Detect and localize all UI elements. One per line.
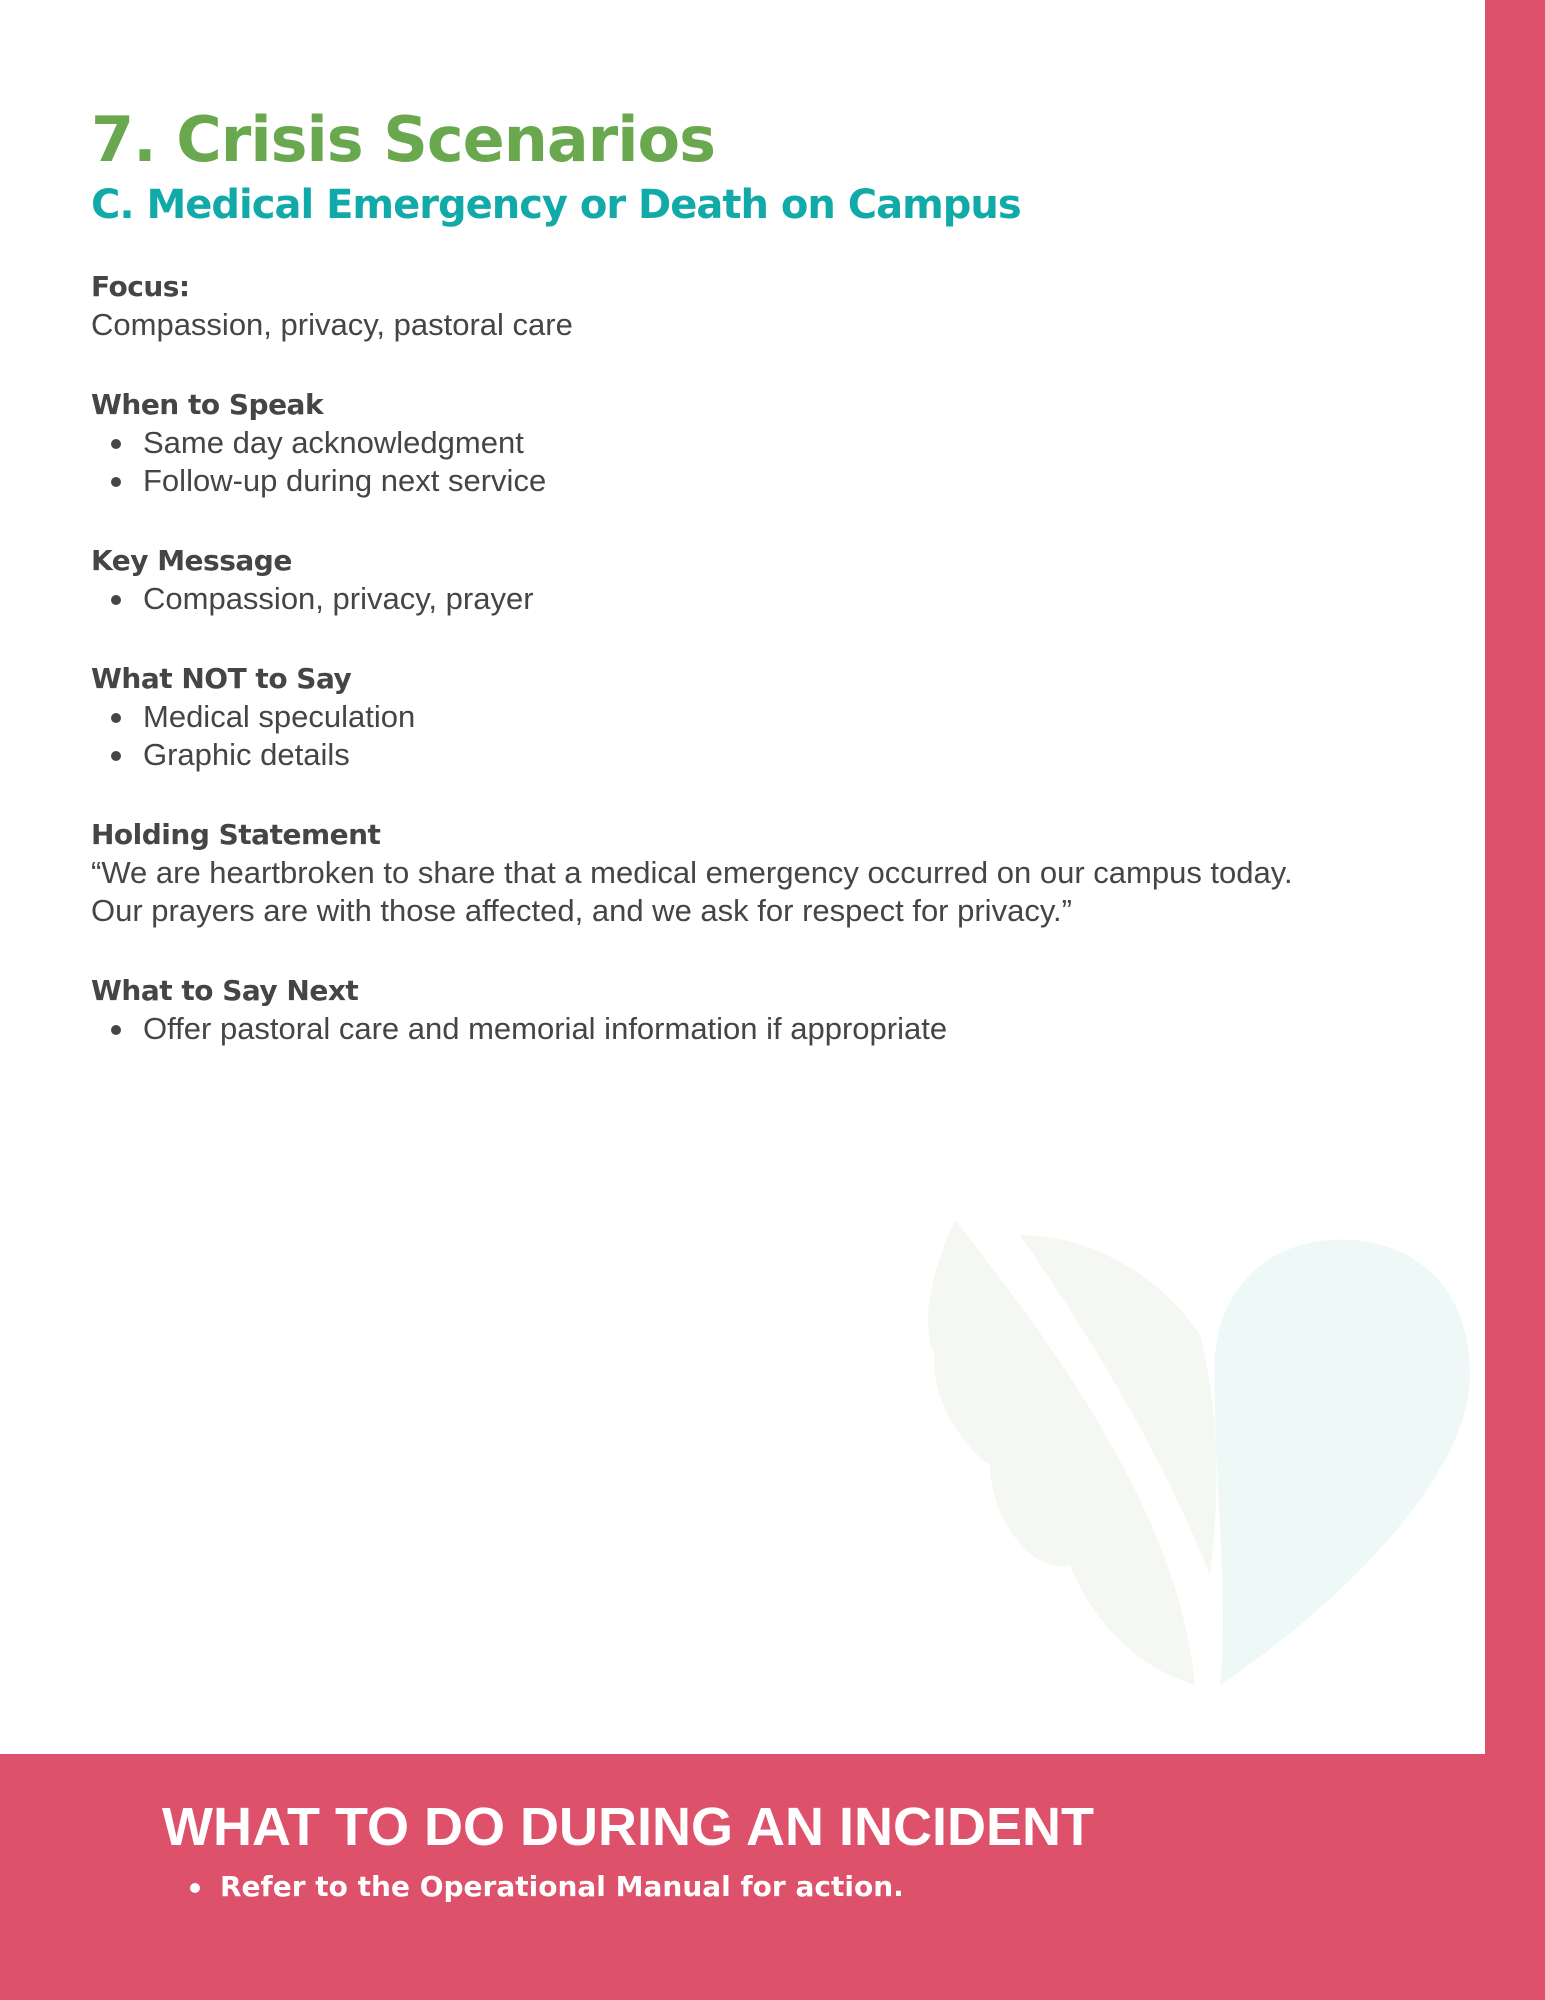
section-focus [91,268,1471,344]
holding-statement-line: Our prayers are with those affected, and we ask for respect for privacy.” [91,893,1072,928]
list-item: Same day acknowledgment [143,424,1471,462]
list-item: Offer pastoral care and memorial information if appropriate [143,1010,1471,1048]
bullet-list [91,580,1471,618]
list-item: Follow-up during next service [143,462,1471,500]
footer-list-item: Refer to the Operational Manual for action. [220,1868,1462,1906]
list-item: Medical speculation [143,698,1471,736]
footer-content [162,1792,1462,1906]
section-heading: What NOT to Say [91,662,352,695]
section-what-to-say-next [91,972,1471,1048]
section-heading: Focus: [91,270,190,303]
bullet-list [91,424,1471,500]
list-item: Compassion, privacy, prayer [143,580,1471,618]
page-title: 7. Crisis Scenarios [91,103,716,176]
section-heading: What to Say Next [91,974,359,1007]
heart-shape [1215,1240,1470,1685]
section-what-not-to-say [91,660,1471,774]
page-subtitle: C. Medical Emergency or Death on Campus [91,182,1021,228]
list-item: Graphic details [143,736,1471,774]
main-content [91,100,1471,1048]
section-when-to-speak [91,386,1471,500]
section-holding-statement [91,816,1471,930]
holding-statement-line: “We are heartbroken to share that a medical emergency occurred on our campus today. [91,855,1293,890]
bullet-list [91,1010,1471,1048]
bullet-list [91,698,1471,774]
footer-bullet-list [162,1868,1462,1906]
right-accent-bar [1485,0,1545,2000]
section-text: Compassion, privacy, pastoral care [91,307,573,342]
section-heading: Holding Statement [91,818,381,851]
footer-title: WHAT TO DO DURING AN INCIDENT [162,1797,1094,1857]
section-heading: Key Message [91,544,292,577]
leaf-heart-watermark-icon [920,1215,1480,1695]
section-heading: When to Speak [91,388,324,421]
section-key-message [91,542,1471,618]
